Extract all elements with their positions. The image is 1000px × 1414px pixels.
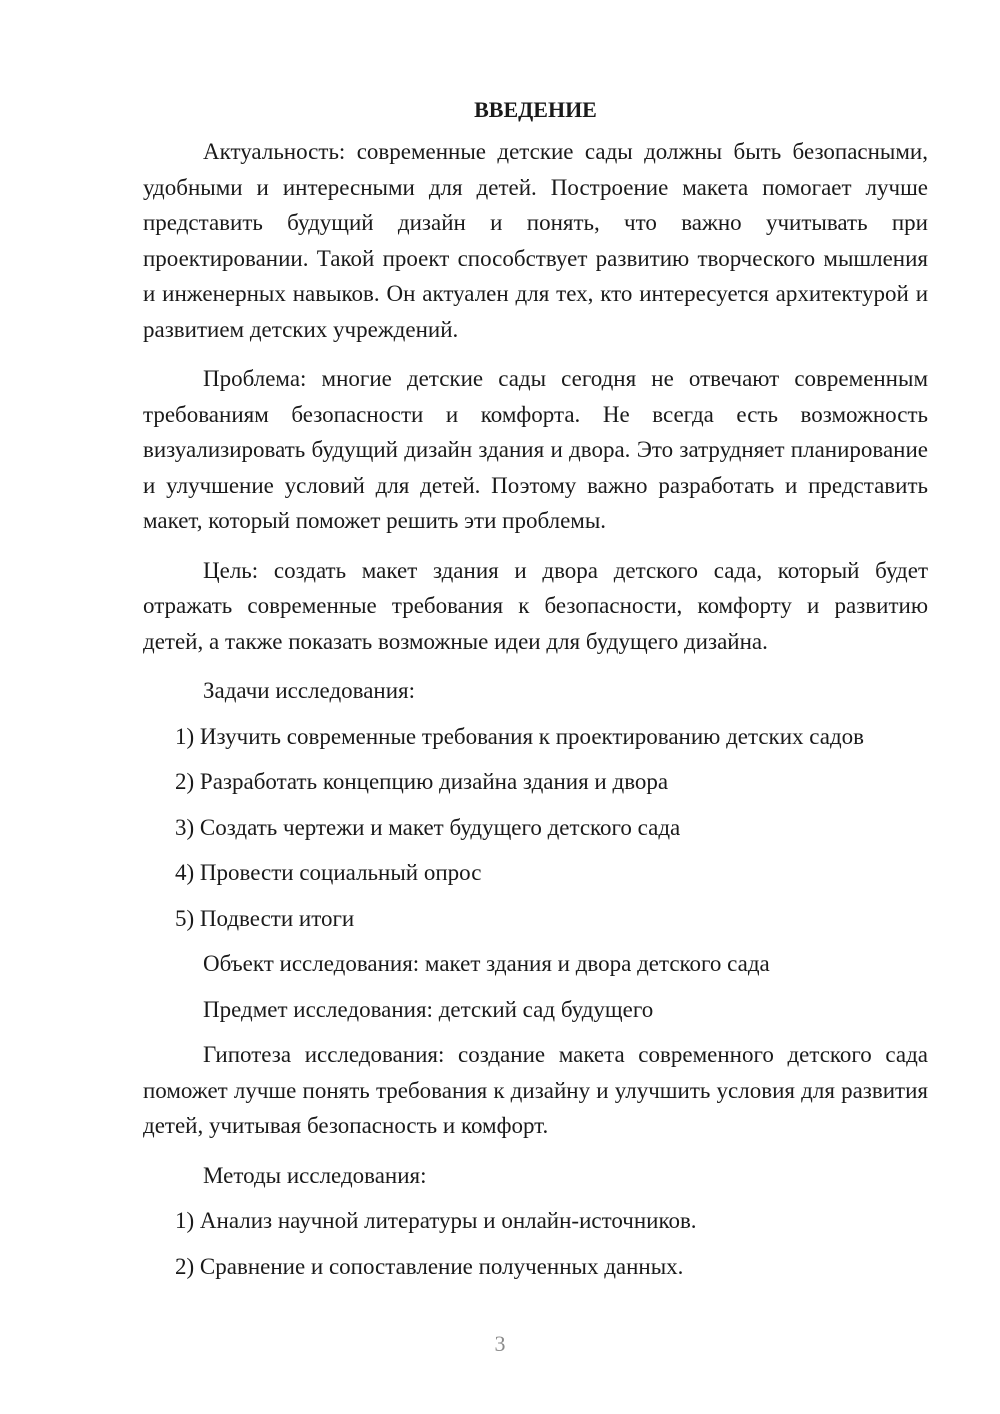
tasks-heading: Задачи исследования: <box>203 678 416 703</box>
subject-line: Предмет исследования: детский сад будущего <box>203 996 654 1022</box>
list-item: 2) Разработать концепцию дизайна здания и двора <box>175 769 669 794</box>
goal-paragraph: Цель: создать макет здания и двора детского сада, который будет отражать современные требования к безопасности, комфорту и развитию детей, а также показать возможные идеи для будущего дизайна. <box>143 557 928 654</box>
list-item: 4) Провести социальный опрос <box>175 860 482 885</box>
object-line: Объект исследования: макет здания и двора детского сада <box>203 951 770 976</box>
list-item: 3) Создать чертежи и макет будущего детского сада <box>175 814 681 840</box>
list-item: 2) Сравнение и сопоставление полученных данных. <box>175 1253 684 1279</box>
document-page <box>143 92 928 1294</box>
hypothesis-paragraph: Гипотеза исследования: создание макета современного детского сада поможет лучше понять требования к дизайну и улучшить условия для развития детей, учитывая безопасность и комфорт. <box>143 1042 928 1138</box>
methods-list <box>143 1203 928 1284</box>
list-item: 1) Анализ научной литературы и онлайн-источников. <box>175 1208 697 1233</box>
list-item: 5) Подвести итоги <box>175 905 355 931</box>
tasks-list <box>143 719 928 937</box>
methods-heading: Методы исследования: <box>203 1162 427 1188</box>
section-title: ВВЕДЕНИЕ <box>474 97 597 122</box>
relevance-paragraph: Актуальность: современные детские сады должны быть безопасными, удобными и интересными для детей. Построение макета помогает лучше представить будущий дизайн и понять, что важно учитывать при проектировании. Такой проект способствует развитию творческого мышления и инженерных навыков. Он актуален для тех, кто интересуется архитектурой и развитием детских учреждений. <box>143 139 928 342</box>
problem-paragraph: Проблема: многие детские сады сегодня не отвечают современным требованиям безопасности и комфорта. Не всегда есть возможность визуализировать будущий дизайн здания и двора. Это затрудняет планирование и улучшение условий для детей. Поэтому важно разработать и представить макет, который поможет решить эти проблемы. <box>143 366 928 533</box>
list-item: 1) Изучить современные требования к проектированию детских садов <box>175 723 865 749</box>
page-number: 3 <box>494 1331 506 1356</box>
